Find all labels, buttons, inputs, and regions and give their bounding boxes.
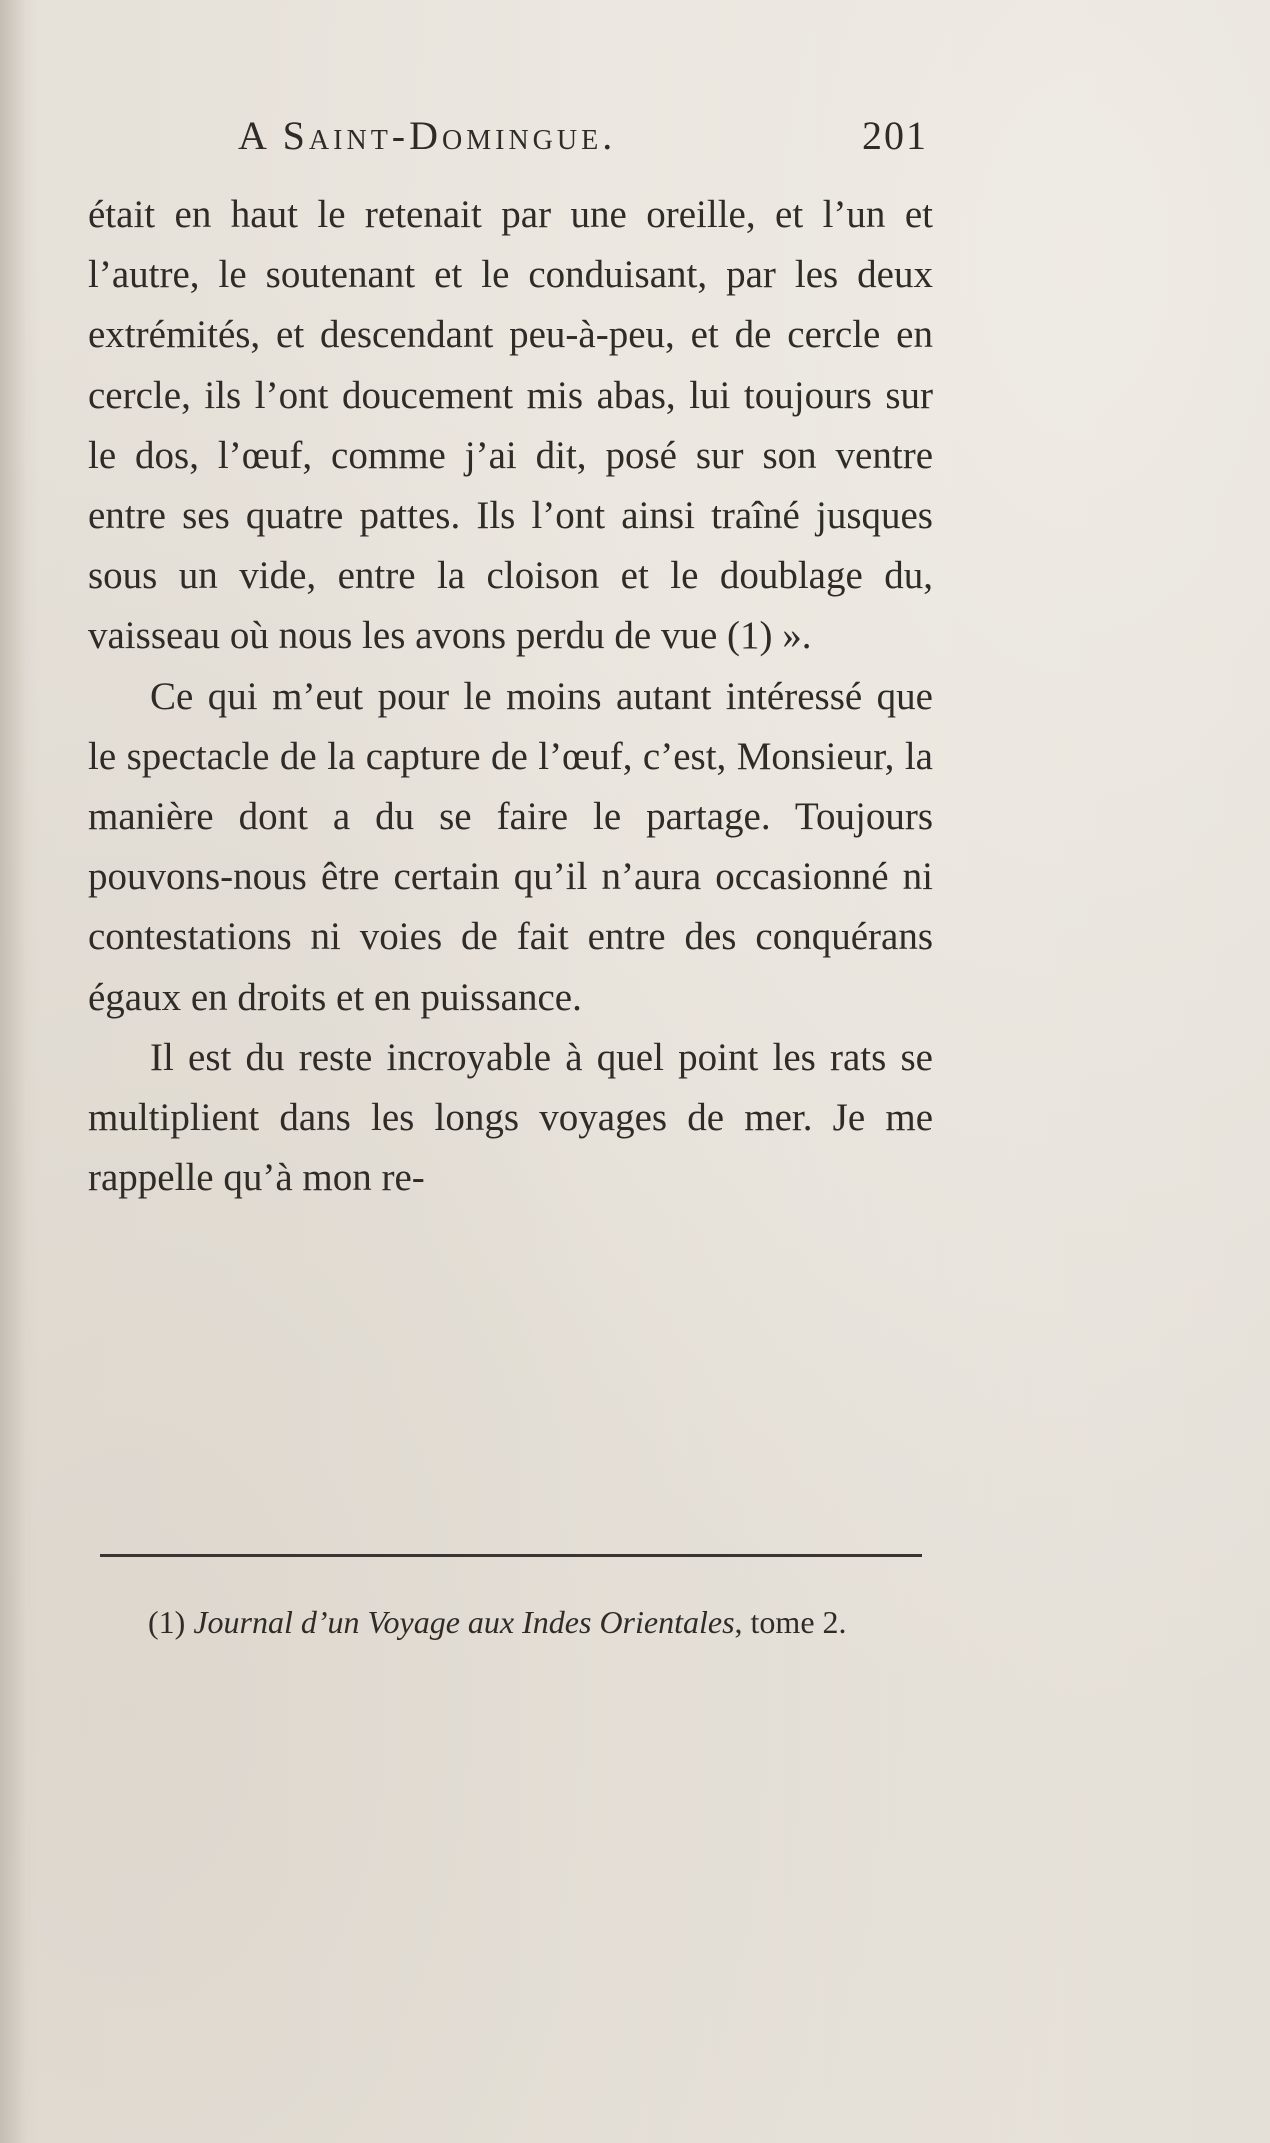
- running-title: A Saint-Domingue.: [238, 113, 617, 158]
- paragraph-rats: Il est du reste incroyable à quel point les rats se multiplient dans les longs voyages de mer. Je me rappelle qu’à mon re-: [88, 1035, 933, 1200]
- footnote: [98, 1595, 933, 1650]
- page-gutter-shadow: [0, 0, 26, 2143]
- paragraph-partage: Ce qui m’eut pour le moins autant intéressé que le spectacle de la capture de l’œuf, c’est, Monsieur, la manière dont a du se faire le partage. Toujours pouvons-nous être certain qu’il n’aura occasionné ni contestations ni voies de fait entre des conquérans égaux en droits et en puissance.: [88, 674, 933, 1019]
- page-number: 201: [862, 113, 928, 158]
- main-text: [88, 185, 933, 1208]
- footnote-work-title: Journal d’un Voyage aux Indes Orientales: [193, 1604, 735, 1640]
- footnote-divider: [100, 1554, 922, 1557]
- running-head: [238, 112, 928, 162]
- paragraph-continuation: était en haut le retenait par une oreille, et l’un et l’autre, le soutenant et le conduisant, par les deux extrémités, et descendant peu-à-peu, et de cercle en cercle, ils l’ont doucement mis abas, lui toujours sur le dos, l’œuf, comme j’ai dit, posé sur son ventre entre ses quatre pattes. Ils l’ont ainsi traîné jusques sous un vide, entre la cloison et le doublage du, vaisseau où nous les avons perdu de vue (1) ».: [88, 193, 933, 658]
- footnote-volume: , tome 2.: [734, 1604, 847, 1640]
- footnote-marker: (1): [148, 1604, 186, 1640]
